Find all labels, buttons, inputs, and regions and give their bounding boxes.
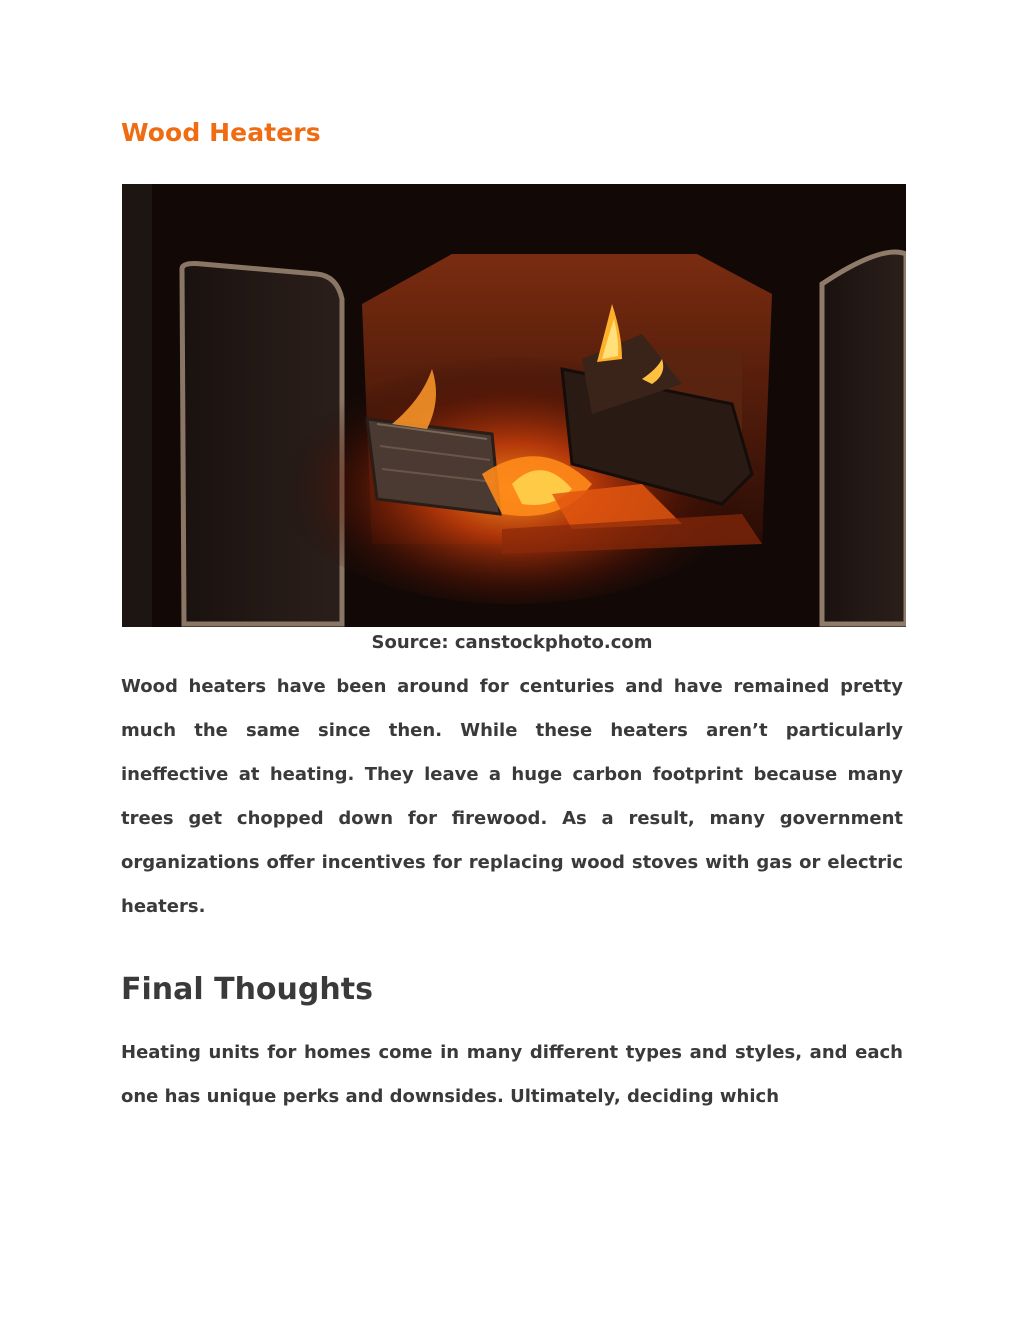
final-thoughts-paragraph: Heating units for homes come in many different types and styles, and each one has unique perks and downsides. Ultimately, deciding which [121, 1042, 903, 1107]
wood-heaters-paragraph: Wood heaters have been around for centuries and have remained pretty much the same since then. While these heaters aren’t particularly ineffective at heating. They leave a huge carbon footprint because many trees get chopped down for firewood. As a result, many government organizations offer incentives for replacing wood stoves with gas or electric heaters. [121, 676, 903, 917]
section-heading-wood-heaters: Wood Heaters [121, 118, 321, 147]
section-heading-final-thoughts: Final Thoughts [121, 972, 373, 1007]
wood-stove-fire-photo [122, 184, 906, 627]
image-source-caption: Source: canstockphoto.com [371, 632, 653, 653]
